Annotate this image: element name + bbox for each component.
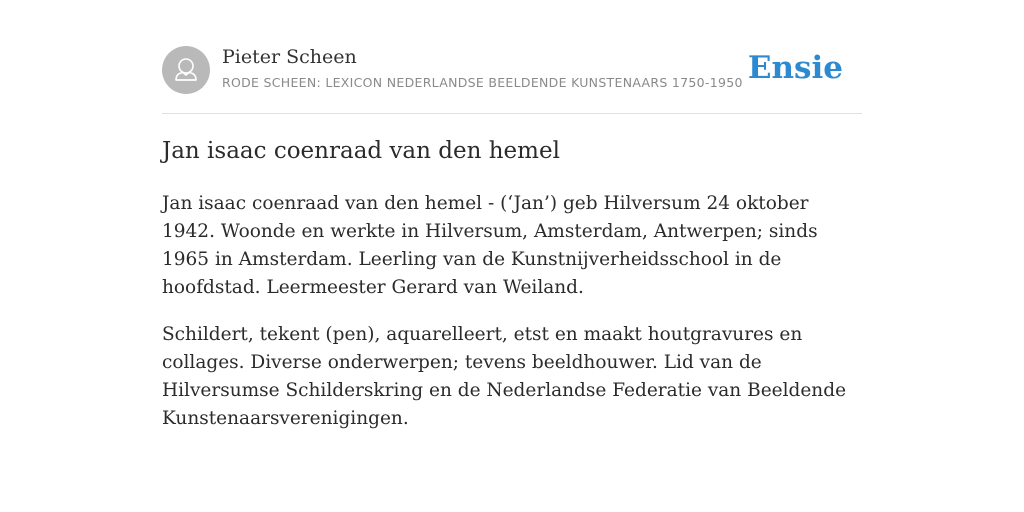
article-body [162,190,866,452]
author-name[interactable]: Pieter Scheen [222,46,357,68]
divider [162,113,862,114]
paragraph: Jan isaac coenraad van den hemel - (‘Jan’) geb Hilversum 24 oktober 1942. Woonde en werkte in Hilversum, Amsterdam, Antwerpen; sinds 1965 in Amsterdam. Leerling van de Kunstnijverheidsschool in de hoofdstad. Leermeester Gerard van Weiland. [162,193,818,298]
page-title: Jan isaac coenraad van den hemel [162,138,560,164]
entry-header [162,46,862,96]
paragraph: Schildert, tekent (pen), aquarelleert, etst en maakt houtgravures en collages. Diverse onderwerpen; tevens beeldhouwer. Lid van de Hilversumse Schilderskring en de Nederlandse Federatie van Beeldende Kunstenaarsverenigingen. [162,324,847,429]
entry-card [162,46,862,429]
avatar[interactable] [162,46,210,94]
user-icon [162,46,210,94]
source-title[interactable]: RODE SCHEEN: LEXICON NEDERLANDSE BEELDENDE KUNSTENAARS 1750-1950 [222,75,743,90]
ensie-logo[interactable]: Ensie [747,50,843,86]
